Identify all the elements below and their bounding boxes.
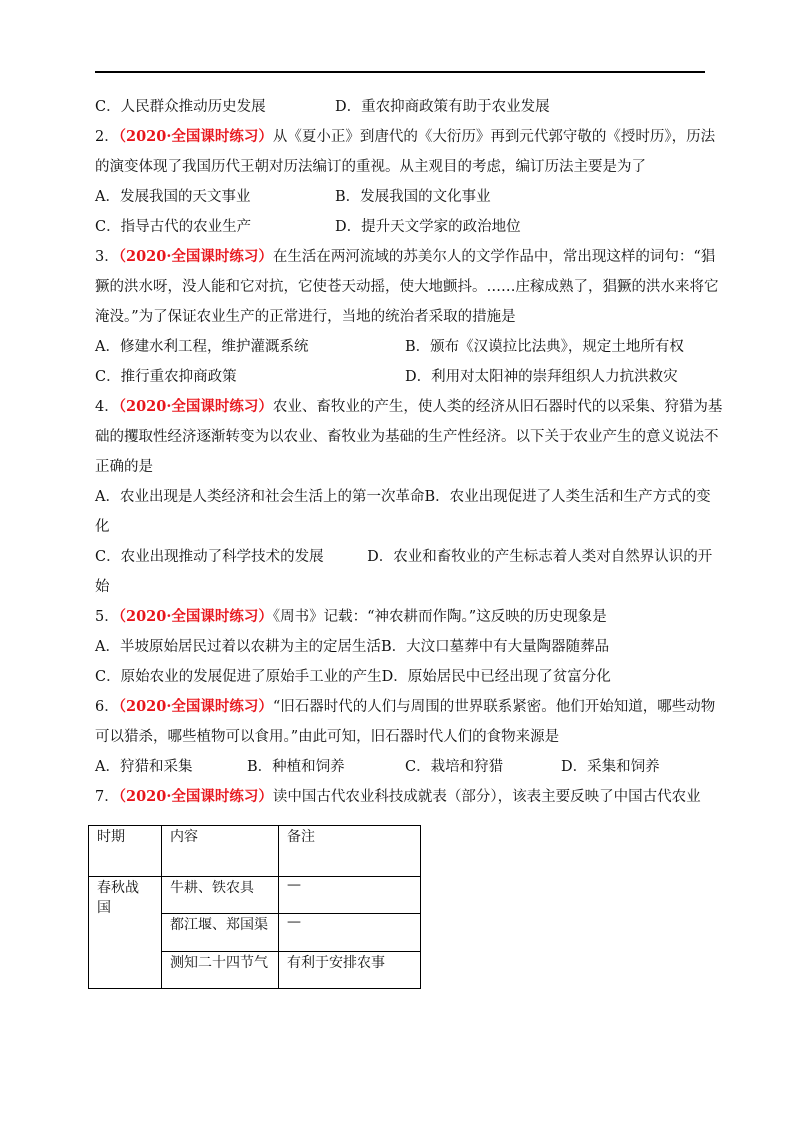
note-cell: 有利于安排农事 — [279, 952, 421, 989]
q6-option-a[interactable]: A．狩猎和采集 — [95, 759, 193, 775]
q2-option-b[interactable]: B．发展我国的文化事业 — [335, 189, 491, 205]
q2-stem-cont — [95, 152, 707, 182]
q6-stem-cont — [95, 722, 707, 752]
q3-stem — [95, 242, 716, 272]
q3-option-c[interactable]: C．推行重农抑商政策 — [95, 369, 237, 385]
q4-options-ab[interactable] — [95, 482, 711, 512]
q4-source-tag: （2020·全国课时练习） — [118, 398, 273, 415]
period-cell — [89, 877, 162, 989]
table-row — [89, 877, 421, 914]
q3-option-d[interactable]: D．利用对太阳神的崇拜组织人力抗洪救灾 — [405, 369, 678, 385]
q5-options-ab[interactable] — [95, 632, 707, 662]
content-cell: 测知二十四节气 — [162, 952, 279, 989]
content-cell: 都江堰、郑国渠 — [162, 914, 279, 952]
header-content: 内容 — [162, 826, 279, 877]
q5-options-cd-text: C．原始农业的发展促进了原始手工业的产生D．原始居民中已经出现了贫富分化 — [95, 669, 611, 685]
q6-options — [95, 752, 707, 782]
table-header-row — [89, 826, 421, 877]
q3-stem-text: 在生活在两河流域的苏美尔人的文学作品中，常出现这样的词句：“猖 — [272, 249, 716, 265]
q6-option-c[interactable]: C．栽培和狩猎 — [405, 759, 504, 775]
q6-option-b[interactable]: B．种植和饲养 — [247, 759, 345, 775]
q4-options-ab-text: A．农业出现是人类经济和社会生活上的第一次革命B．农业出现促进了人类生活和生产方式的变 — [95, 489, 711, 505]
q5-options-cd[interactable] — [95, 662, 707, 692]
q1-options — [95, 92, 707, 122]
q4-options-cd[interactable] — [95, 542, 713, 572]
q4-stem-cont — [95, 422, 719, 452]
agri-tech-table — [88, 825, 421, 989]
q2-stem — [95, 122, 716, 152]
q4-number: 4． — [95, 399, 119, 415]
q2-stem-text-2: 的演变体现了我国历代王朝对历法编订的重视。从主观目的考虑，编订历法主要是为了 — [95, 159, 646, 175]
q6-number: 6． — [95, 699, 119, 715]
q5-number: 5． — [95, 609, 119, 625]
q2-options-cd — [95, 212, 707, 242]
q2-source-tag: （2020·全国课时练习） — [118, 128, 273, 145]
q1-option-c[interactable]: C．人民群众推动历史发展 — [95, 99, 266, 115]
header-period: 时期 — [89, 826, 162, 877]
q3-stem-text-2: 獗的洪水呀，没人能和它对抗，它使苍天动摇，使大地颤抖。……庄稼成熟了，猖獗的洪水来将它 — [95, 279, 719, 295]
q2-stem-text: 从《夏小正》到唐代的《大衍历》再到元代郭守敬的《授时历》，历法 — [272, 129, 716, 145]
q5-source-tag: （2020·全国课时练习） — [118, 608, 273, 625]
q4-stem-text-3: 正确的是 — [95, 459, 153, 475]
q7-stem-text: 读中国古代农业科技成就表（部分），该表主要反映了中国古代农业 — [272, 789, 701, 805]
header-note: 备注 — [279, 826, 421, 877]
q3-option-a[interactable]: A．修建水利工程，维护灌溉系统 — [95, 339, 309, 355]
q4-options-cd-text-2: 始 — [95, 579, 110, 595]
q3-number: 3． — [95, 249, 119, 265]
q4-options-cd-text: C．农业出现推动了科学技术的发展 D．农业和畜牧业的产生标志着人类对自然界认识的开 — [95, 549, 713, 565]
q3-stem-cont2 — [95, 302, 707, 332]
q4-options-cd-cont — [95, 572, 707, 602]
q7-source-tag: （2020·全国课时练习） — [118, 788, 273, 805]
q6-source-tag: （2020·全国课时练习） — [118, 698, 273, 715]
q3-options-ab — [95, 332, 707, 362]
q2-option-d[interactable]: D．提升天文学家的政治地位 — [335, 219, 521, 235]
q3-stem-text-3: 淹没。”为了保证农业生产的正常进行，当地的统治者采取的措施是 — [95, 309, 516, 325]
q5-options-ab-text: A．半坡原始居民过着以农耕为主的定居生活B．大汶口墓葬中有大量陶器随葬品 — [95, 639, 610, 655]
q3-option-b[interactable]: B．颁布《汉谟拉比法典》，规定土地所有权 — [405, 339, 684, 355]
question-list — [95, 92, 723, 812]
period-line-1: 春秋战 — [97, 880, 139, 896]
q4-stem — [95, 392, 723, 422]
q2-option-c[interactable]: C．指导古代的农业生产 — [95, 219, 252, 235]
q1-option-d[interactable]: D．重农抑商政策有助于农业发展 — [335, 99, 550, 115]
content-cell: 牛耕、铁农具 — [162, 877, 279, 914]
q6-stem-text: “旧石器时代的人们与周围的世界联系紧密。他们开始知道，哪些动物 — [272, 699, 716, 715]
note-cell: — — [279, 914, 421, 952]
q7-stem — [95, 782, 707, 812]
q3-options-cd — [95, 362, 707, 392]
q4-stem-cont2 — [95, 452, 707, 482]
q2-number: 2． — [95, 129, 119, 145]
q4-options-ab-cont — [95, 512, 707, 542]
q2-option-a[interactable]: A．发展我国的天文事业 — [95, 189, 251, 205]
q6-stem — [95, 692, 716, 722]
q5-stem — [95, 602, 707, 632]
q6-stem-text-2: 可以猎杀，哪些植物可以食用。”由此可知，旧石器时代人们的食物来源是 — [95, 729, 560, 745]
q3-source-tag: （2020·全国课时练习） — [118, 248, 273, 265]
q6-option-d[interactable]: D．采集和饲养 — [561, 759, 660, 775]
q5-stem-text: 《周书》记载：“神农耕而作陶。”这反映的历史现象是 — [272, 609, 607, 625]
q2-options-ab — [95, 182, 707, 212]
period-line-2: 国 — [97, 900, 111, 916]
q4-stem-text-2: 础的攫取性经济逐渐转变为以农业、畜牧业为基础的生产性经济。以下关于农业产生的意义说法不 — [95, 429, 719, 445]
note-cell: — — [279, 877, 421, 914]
header-rule — [95, 71, 705, 73]
q7-number: 7． — [95, 789, 119, 805]
q3-stem-cont — [95, 272, 719, 302]
q4-stem-text: 农业、畜牧业的产生，使人类的经济从旧石器时代的以采集、狩猎为基 — [272, 399, 723, 415]
q4-options-ab-text-2: 化 — [95, 519, 110, 535]
